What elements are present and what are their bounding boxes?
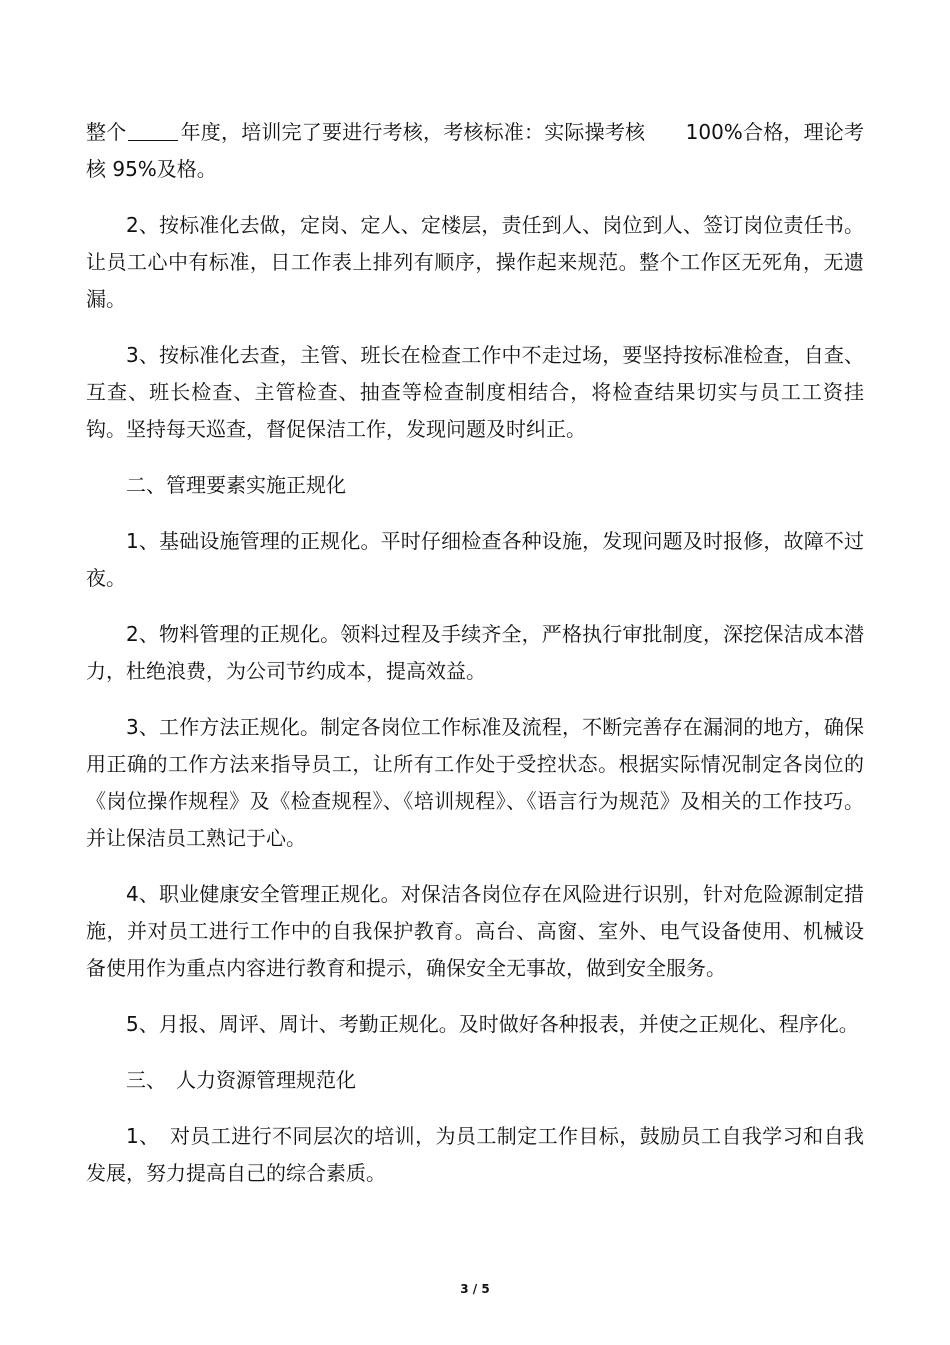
paragraph-infrastructure-management: 1、基础设施管理的正规化。平时仔细检查各种设施，发现问题及时报修，故障不过夜。 xyxy=(86,529,864,590)
paragraph-staff-training: 1、 对员工进行不同层次的培训，为员工制定工作目标，鼓励员工自我学习和自我发展，努力提高自己的综合素质。 xyxy=(86,1124,864,1185)
page-number: 3 / 5 xyxy=(460,1282,490,1296)
paragraph-text-end: 年度，培训完了要进行考核，考核标准：实际操考核 100%合格，理论考核 95%及格。 xyxy=(86,120,864,181)
section-heading-management-elements: 二、管理要素实施正规化 xyxy=(126,473,346,497)
paragraph-standardized-work: 2、按标准化去做，定岗、定人、定楼层，责任到人、岗位到人、签订岗位责任书。让员工心中有标准，日工作表上排列有顺序，操作起来规范。整个工作区无死角，无遗漏。 xyxy=(86,213,864,311)
paragraph-material-management: 2、物料管理的正规化。领料过程及手续齐全，严格执行审批制度，深挖保洁成本潜力，杜绝浪费，为公司节约成本，提高效益。 xyxy=(86,622,864,683)
paragraph-work-methods: 3、工作方法正规化。制定各岗位工作标准及流程，不断完善存在漏洞的地方，确保用正确的工作方法来指导员工，让所有工作处于受控状态。根据实际情况制定各岗位的《岗位操作规程》及《检查规程》、《培训规程》、《语言行为规范》及相关的工作技巧。并让保洁员工熟记于心。 xyxy=(86,715,864,850)
blank-fill-line xyxy=(128,122,178,141)
paragraph-reports: 5、月报、周评、周计、考勤正规化。及时做好各种报表，并使之正规化、程序化。 xyxy=(126,1012,859,1036)
section-heading-human-resources: 三、 人力资源管理规范化 xyxy=(126,1068,356,1092)
paragraph-standardized-inspection: 3、按标准化去查，主管、班长在检查工作中不走过场，要坚持按标准检查，自查、互查、班长检查、主管检查、抽查等检查制度相结合，将检查结果切实与员工工资挂钩。坚持每天巡查，督促保洁工作，发现问题及时纠正。 xyxy=(86,343,864,441)
paragraph-text-start: 整个 xyxy=(86,120,127,144)
document-body xyxy=(86,114,864,1211)
paragraph-training-assessment xyxy=(86,114,864,188)
paragraph-health-safety: 4、职业健康安全管理正规化。对保洁各岗位存在风险进行识别，针对危险源制定措施，并对员工进行工作中的自我保护教育。高台、高窗、室外、电气设备使用、机械设备使用作为重点内容进行教育和提示，确保安全无事故，做到安全服务。 xyxy=(86,882,864,980)
